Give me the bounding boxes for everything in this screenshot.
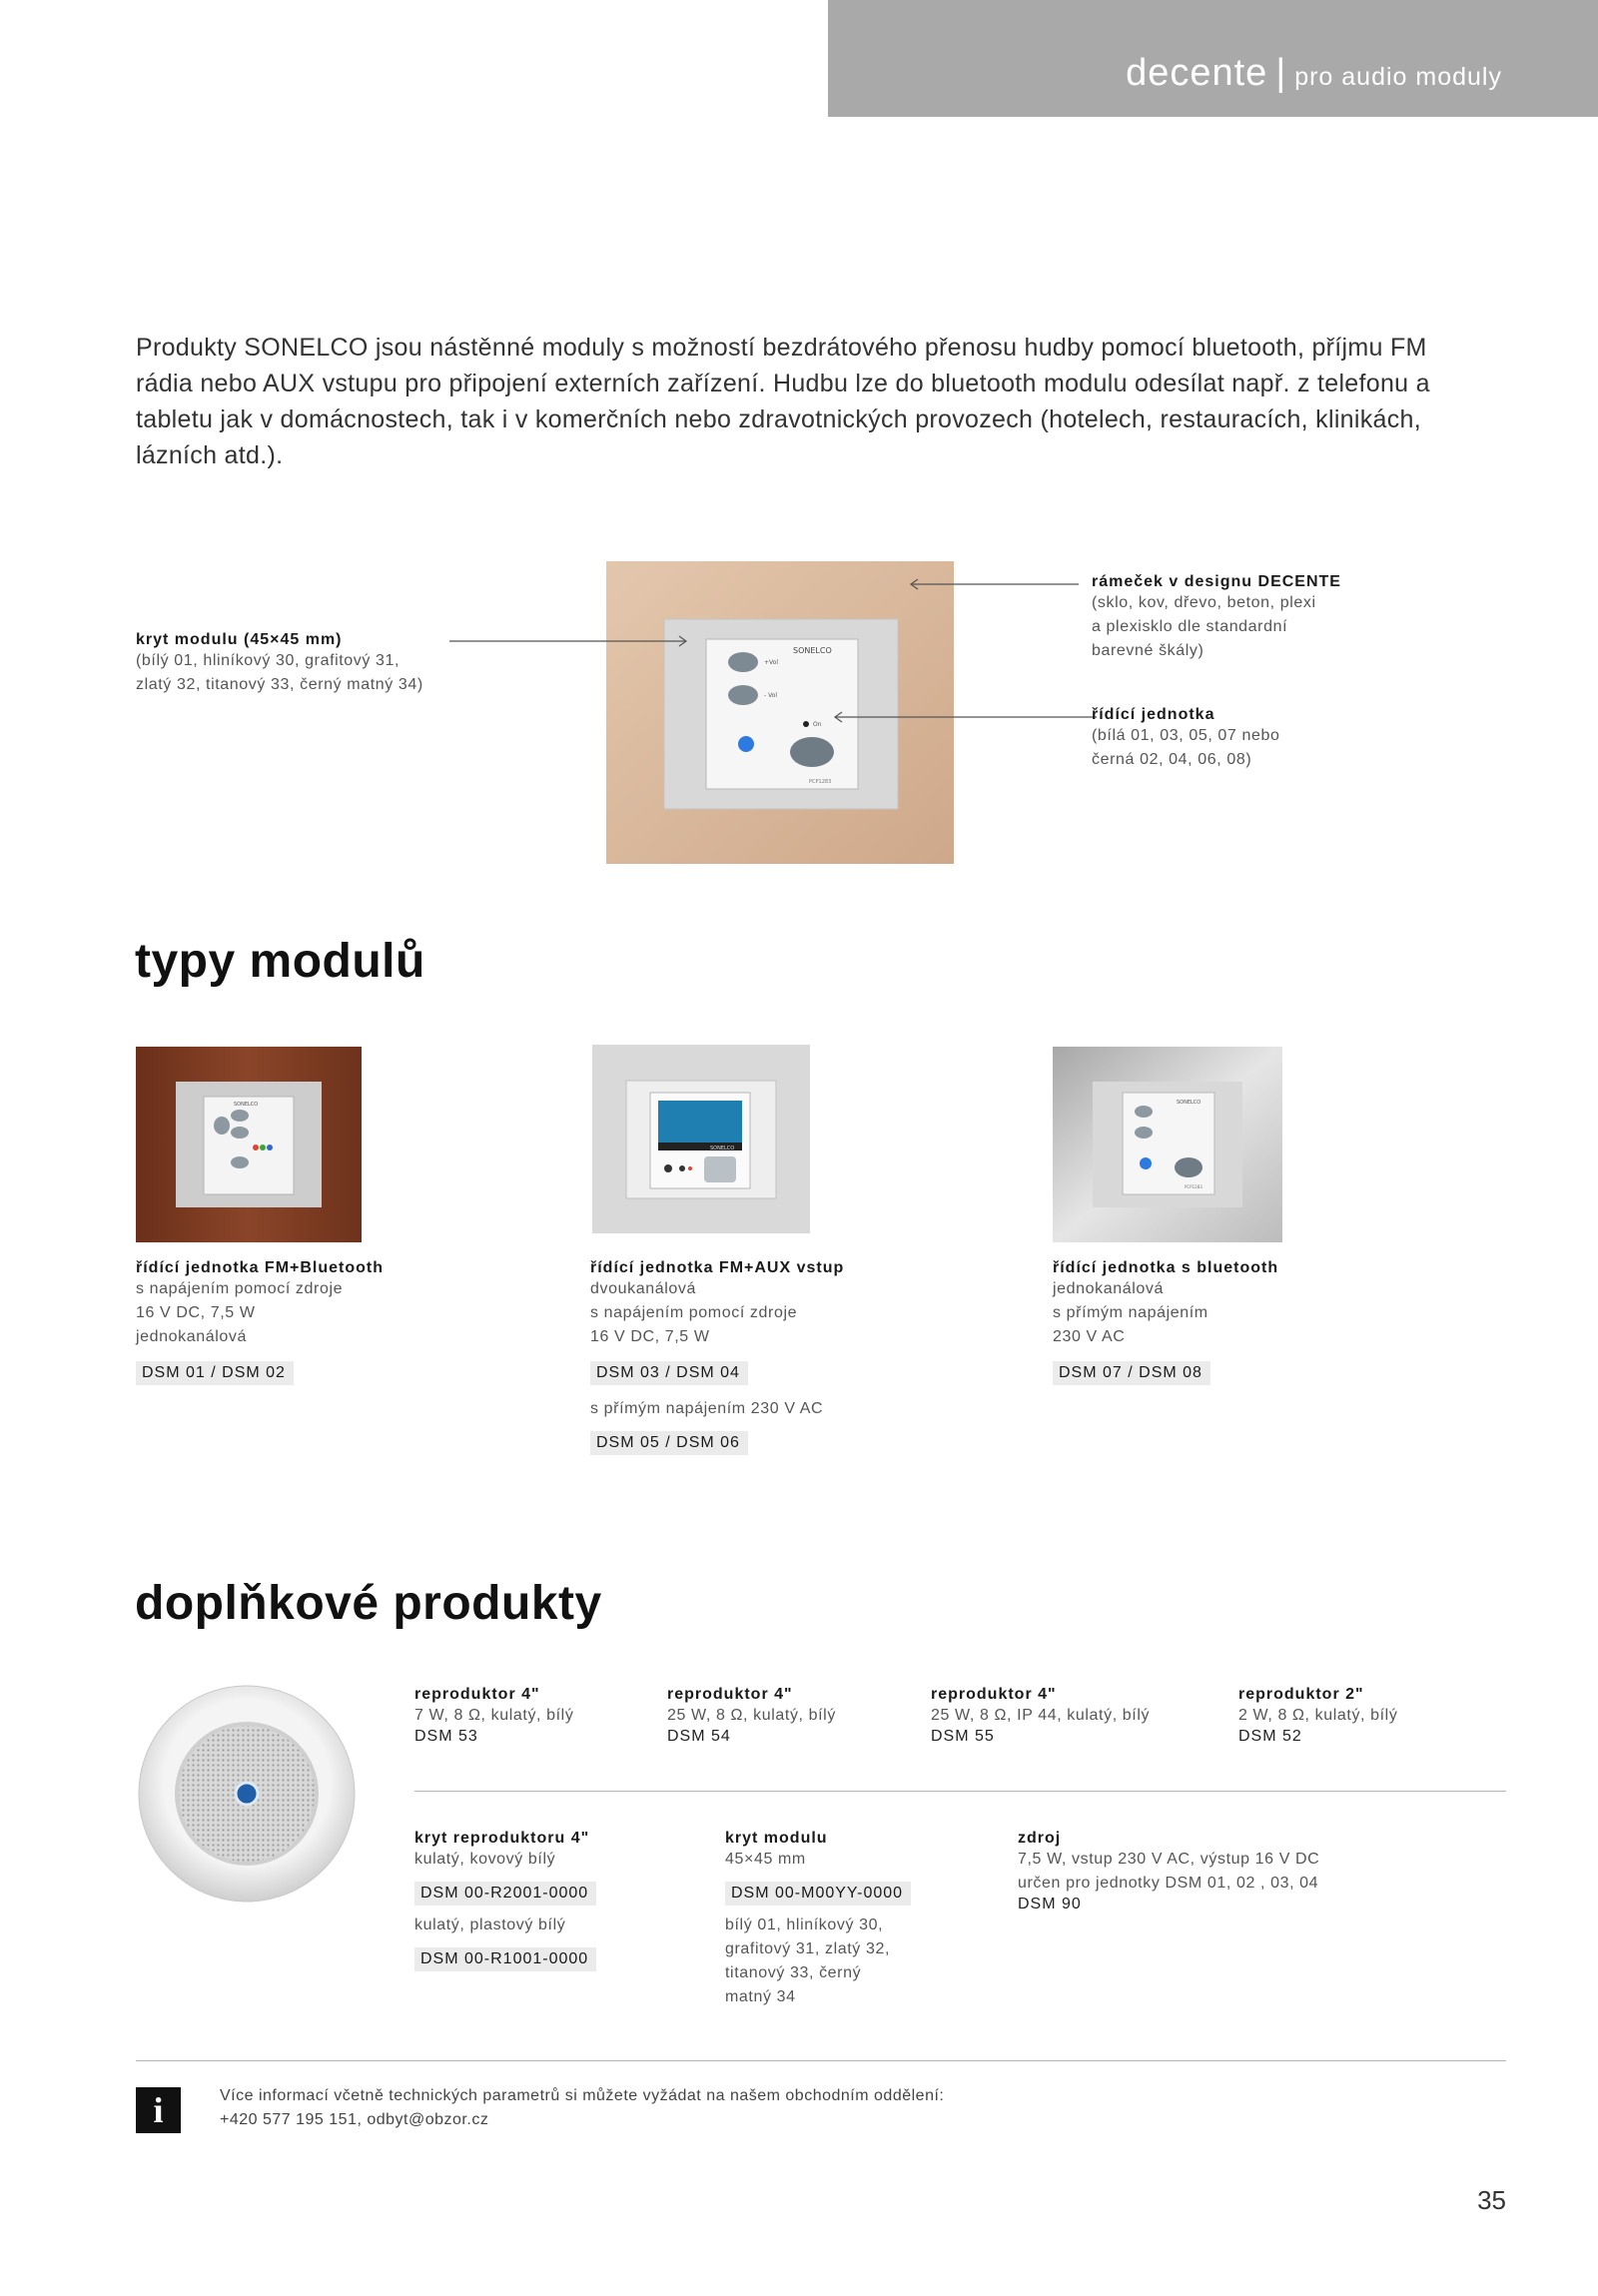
power-supply-card bbox=[1018, 1830, 1437, 1913]
module-desc-line: jednokanálová bbox=[1053, 1280, 1164, 1297]
module-title: řídící jednotka s bluetooth bbox=[1053, 1259, 1279, 1276]
speaker-card bbox=[414, 1686, 654, 1746]
module-card-fm-aux bbox=[590, 1259, 910, 1455]
addon-title: kryt modulu bbox=[725, 1830, 828, 1847]
module-desc-line: s napájením pomocí zdroje bbox=[590, 1304, 798, 1321]
addon-line: 7,5 W, vstup 230 V AC, výstup 16 V DC bbox=[1018, 1851, 1320, 1868]
on-label: On bbox=[813, 721, 822, 728]
speaker-code: DSM 55 bbox=[931, 1728, 995, 1745]
device-brand-text: SONELCO bbox=[234, 1102, 259, 1108]
section-title-addons: doplňkové produkty bbox=[135, 1577, 602, 1630]
speaker-card bbox=[1238, 1686, 1468, 1746]
device-brand-text: SONELCO bbox=[710, 1146, 735, 1151]
module-title: řídící jednotka FM+Bluetooth bbox=[136, 1259, 385, 1276]
callout-unit-title: řídící jednotka bbox=[1092, 706, 1215, 723]
speaker-spec: 25 W, 8 Ω, IP 44, kulatý, bílý bbox=[931, 1707, 1151, 1724]
product-code: DSM 07 / DSM 08 bbox=[1053, 1361, 1210, 1385]
header-subtitle: pro audio moduly bbox=[1294, 63, 1502, 91]
module-cover-card bbox=[725, 1830, 985, 2009]
speaker-cover-card bbox=[414, 1830, 694, 1971]
info-text bbox=[220, 2084, 1119, 2132]
product-code: DSM 01 / DSM 02 bbox=[136, 1361, 294, 1385]
addon-line: kulatý, kovový bílý bbox=[414, 1851, 556, 1868]
addon-line: určen pro jednotky DSM 01, 02 , 03, 04 bbox=[1018, 1875, 1319, 1892]
addon-line: matný 34 bbox=[725, 1988, 796, 2005]
callout-cover bbox=[136, 631, 475, 697]
speaker-code: DSM 53 bbox=[414, 1728, 478, 1745]
callout-unit-line: (bílá 01, 03, 05, 07 nebo bbox=[1092, 727, 1280, 744]
module-desc-line: s napájením pomocí zdroje bbox=[136, 1280, 344, 1297]
info-line: Více informací včetně technických parametrů si můžete vyžádat na našem obchodním oddělení: bbox=[220, 2087, 945, 2104]
device-model-text: PCP1283 bbox=[809, 779, 832, 785]
product-code: DSM 00-M00YY-0000 bbox=[725, 1882, 911, 1906]
callout-frame-line: a plexisklo dle standardní bbox=[1092, 618, 1288, 635]
device-brand-text: SONELCO bbox=[1177, 1100, 1201, 1106]
callout-frame-line: barevné škály) bbox=[1092, 642, 1204, 659]
module-card-bluetooth bbox=[1053, 1259, 1372, 1385]
product-code: DSM 03 / DSM 04 bbox=[590, 1361, 748, 1385]
vol-down-label: - Vol bbox=[764, 692, 778, 699]
module-illustration bbox=[136, 1047, 362, 1242]
product-code: DSM 05 / DSM 06 bbox=[590, 1431, 748, 1455]
callout-cover-title: kryt modulu (45×45 mm) bbox=[136, 631, 343, 648]
speaker-spec: 25 W, 8 Ω, kulatý, bílý bbox=[667, 1707, 836, 1724]
info-icon: i bbox=[136, 2087, 181, 2133]
module-extra-line: s přímým napájením 230 V AC bbox=[590, 1400, 824, 1417]
module-title: řídící jednotka FM+AUX vstup bbox=[590, 1259, 845, 1276]
divider bbox=[414, 1791, 1506, 1792]
speaker-code: DSM 52 bbox=[1238, 1728, 1302, 1745]
speaker-title: reproduktor 4" bbox=[931, 1686, 1057, 1703]
module-illustration bbox=[1053, 1047, 1282, 1242]
addon-line: kulatý, plastový bílý bbox=[414, 1916, 566, 1933]
callout-frame bbox=[1092, 573, 1411, 663]
addon-line: 45×45 mm bbox=[725, 1851, 806, 1868]
module-illustration bbox=[592, 1045, 810, 1233]
callout-frame-line: (sklo, kov, dřevo, beton, plexi bbox=[1092, 594, 1316, 611]
speaker-illustration bbox=[136, 1683, 358, 1905]
speaker-card bbox=[931, 1686, 1220, 1746]
module-card-fm-bluetooth bbox=[136, 1259, 435, 1385]
speaker-spec: 7 W, 8 Ω, kulatý, bílý bbox=[414, 1707, 574, 1724]
product-code: DSM 90 bbox=[1018, 1896, 1082, 1913]
module-desc-line: 16 V DC, 7,5 W bbox=[590, 1328, 710, 1345]
speaker-code: DSM 54 bbox=[667, 1728, 731, 1745]
callout-unit bbox=[1092, 706, 1411, 772]
addon-line: titanový 33, černý bbox=[725, 1964, 862, 1981]
brand-name: decente bbox=[1126, 52, 1268, 94]
header-separator: | bbox=[1275, 52, 1287, 94]
module-image-fm-bluetooth bbox=[136, 1047, 362, 1242]
info-contact: +420 577 195 151, odbyt@obzor.cz bbox=[220, 2111, 489, 2128]
module-image-bluetooth bbox=[1053, 1047, 1282, 1242]
callout-cover-line: zlatý 32, titanový 33, černý matný 34) bbox=[136, 676, 423, 693]
callout-cover-line: (bílý 01, hliníkový 30, grafitový 31, bbox=[136, 652, 400, 669]
module-desc-line: jednokanálová bbox=[136, 1328, 247, 1345]
callout-unit-line: černá 02, 04, 06, 08) bbox=[1092, 751, 1252, 768]
vol-up-label: +Vol bbox=[764, 659, 779, 666]
speaker-title: reproduktor 2" bbox=[1238, 1686, 1364, 1703]
addon-title: kryt reproduktoru 4" bbox=[414, 1830, 590, 1847]
speaker-spec: 2 W, 8 Ω, kulatý, bílý bbox=[1238, 1707, 1398, 1724]
module-image-fm-aux bbox=[592, 1045, 810, 1233]
page-number: 35 bbox=[1477, 2185, 1506, 2215]
addon-line: bílý 01, hliníkový 30, bbox=[725, 1916, 884, 1933]
intro-paragraph: Produkty SONELCO jsou nástěnné moduly s možností bezdrátového přenosu hudby pomocí bluetooth, příjmu FM rádia nebo AUX vstupu pro připojení externích zařízení. Hudbu lze do bluetooth modulu odesílat např. z telefonu a tabletu jak v domácnostech, tak i v komerčních nebo zdravotnických provozech (hotelech, restauracích, klinikách, lázních atd.). bbox=[136, 334, 1430, 469]
divider bbox=[136, 2060, 1506, 2061]
device-brand-text: SONELCO bbox=[793, 646, 832, 655]
product-code: DSM 00-R1001-0000 bbox=[414, 1947, 596, 1971]
device-model-text: PCP1283 bbox=[1185, 1184, 1202, 1189]
speaker-image bbox=[136, 1683, 358, 1905]
module-desc-line: 230 V AC bbox=[1053, 1328, 1126, 1345]
speaker-card bbox=[667, 1686, 917, 1746]
addon-line: grafitový 31, zlatý 32, bbox=[725, 1940, 890, 1957]
module-desc-line: s přímým napájením bbox=[1053, 1304, 1208, 1321]
module-desc-line: 16 V DC, 7,5 W bbox=[136, 1304, 256, 1321]
addon-title: zdroj bbox=[1018, 1830, 1062, 1847]
module-desc-line: dvoukanálová bbox=[590, 1280, 696, 1297]
callout-frame-title: rámeček v designu DECENTE bbox=[1092, 573, 1341, 590]
section-title-types: typy modulů bbox=[135, 935, 425, 988]
product-code: DSM 00-R2001-0000 bbox=[414, 1882, 596, 1906]
speaker-title: reproduktor 4" bbox=[414, 1686, 540, 1703]
speaker-title: reproduktor 4" bbox=[667, 1686, 793, 1703]
